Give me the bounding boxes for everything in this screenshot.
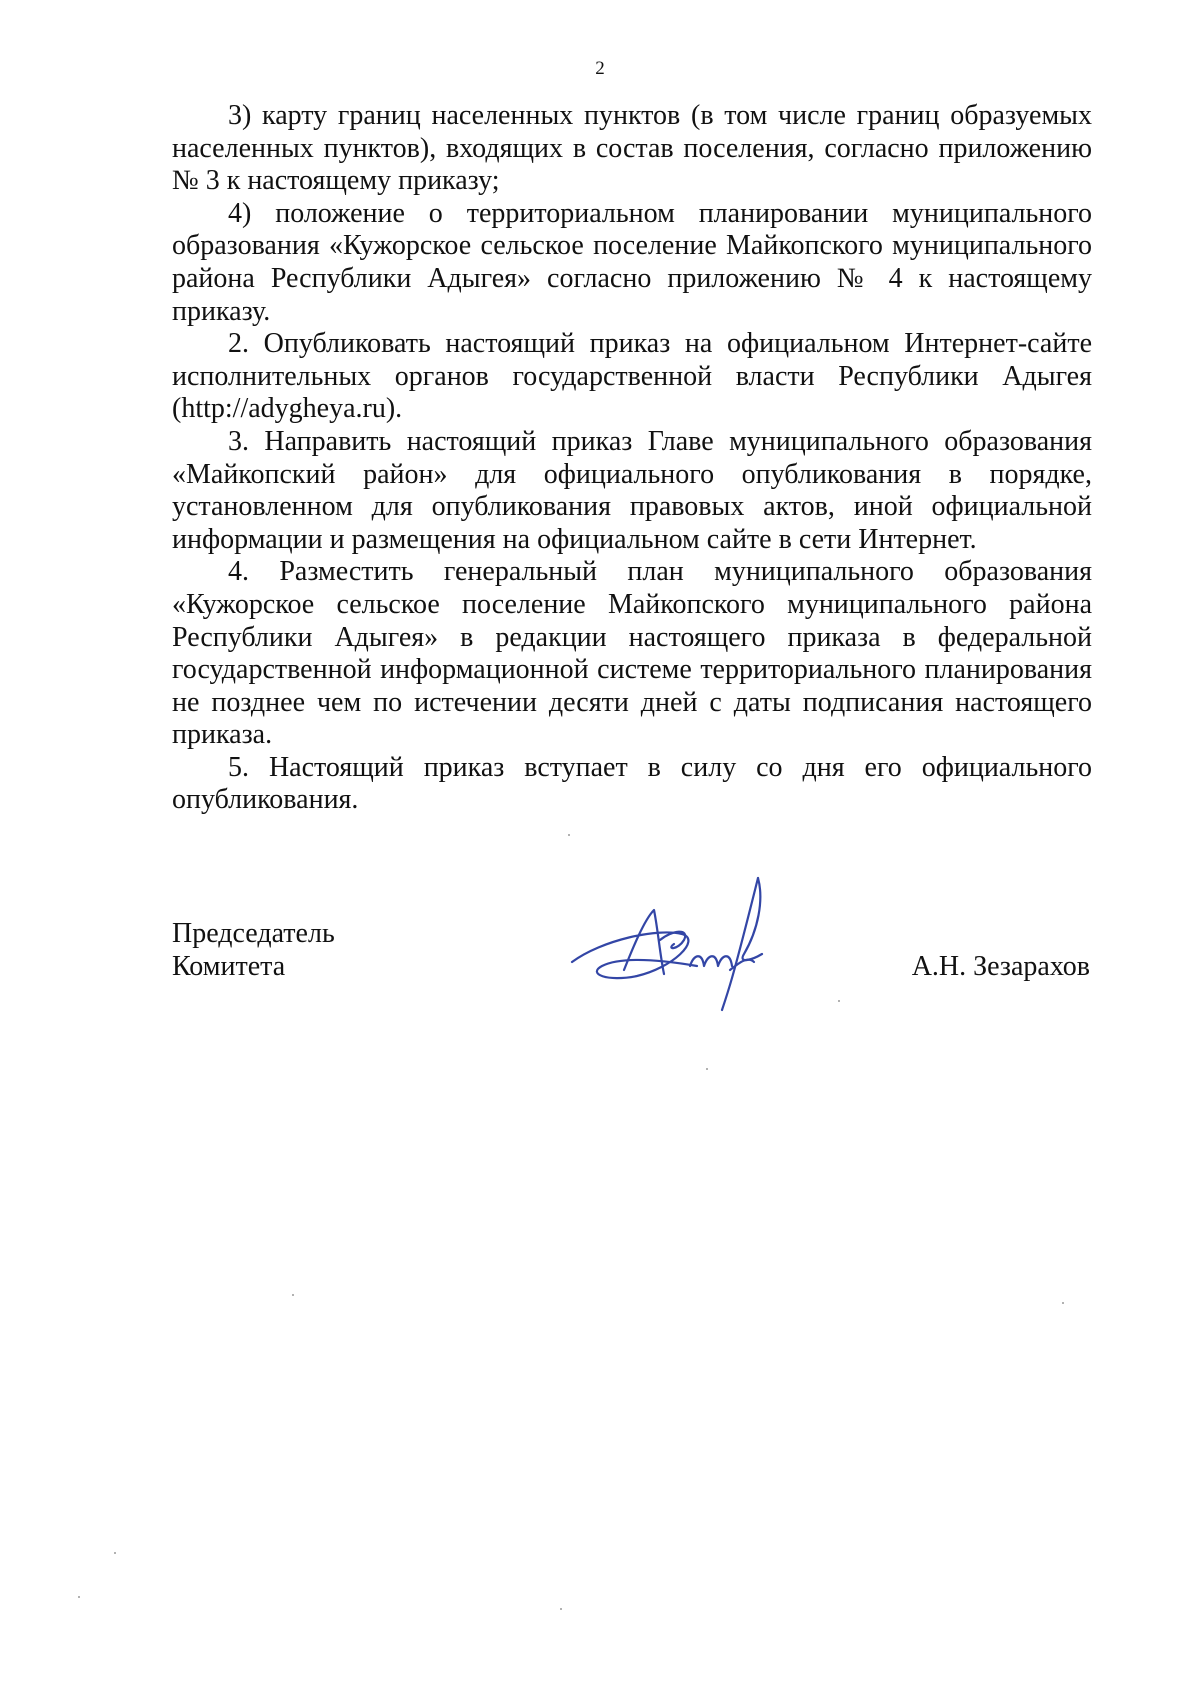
page-number: 2 xyxy=(595,58,605,79)
scan-speck xyxy=(78,1596,80,1598)
paragraph-item-4: 4) положение о территориальном планировании муниципального образования «Кужорское сельское поселение Майкопского муниципального района Республики Адыгея» согласно приложению № 4 к настоящему приказу. xyxy=(172,197,1092,327)
signatory-title-line1: Председатель xyxy=(172,918,335,949)
scan-speck xyxy=(560,1608,562,1610)
scan-speck xyxy=(292,1294,294,1296)
scan-speck xyxy=(114,1552,116,1554)
paragraph-item-3: 3) карту границ населенных пунктов (в том числе границ образуемых населенных пунктов), входящих в состав поселения, согласно приложению № 3 к настоящему приказу; xyxy=(172,100,1092,197)
signatory-name: А.Н. Зезарахов xyxy=(911,950,1090,982)
paragraph-publish-online: 2. Опубликовать настоящий приказ на официальном Интернет-сайте исполнительных органов государственной власти Республики Адыгея (http://adygheya.ru). xyxy=(172,328,1092,425)
scan-speck xyxy=(1062,1302,1064,1304)
paragraph-place-in-fgis: 4. Разместить генеральный план муниципального образования «Кужорское сельское поселение Майкопского муниципального района Республики Адыгея» в редакции настоящего приказа в федеральной государственной информационной системе территориального планирования не позднее чем по истечении десяти дней с даты подписания настоящего приказа. xyxy=(172,556,1092,751)
document-body xyxy=(172,100,1092,817)
handwritten-signature-icon xyxy=(562,870,792,1020)
scan-speck xyxy=(706,1068,708,1070)
scan-speck xyxy=(568,834,570,836)
paragraph-send-to-head: 3. Направить настоящий приказ Главе муниципального образования «Майкопский район» для официального опубликования в порядке, установленном для опубликования правовых актов, иной официальной информации и размещения на официальном сайте в сети Интернет. xyxy=(172,425,1092,555)
scan-speck xyxy=(838,1000,840,1002)
signatory-title xyxy=(172,918,335,983)
paragraph-effective-date: 5. Настоящий приказ вступает в силу со дня его официального опубликования. xyxy=(172,751,1092,816)
signature-block xyxy=(172,918,1092,1058)
signatory-title-line2: Комитета xyxy=(172,950,286,982)
